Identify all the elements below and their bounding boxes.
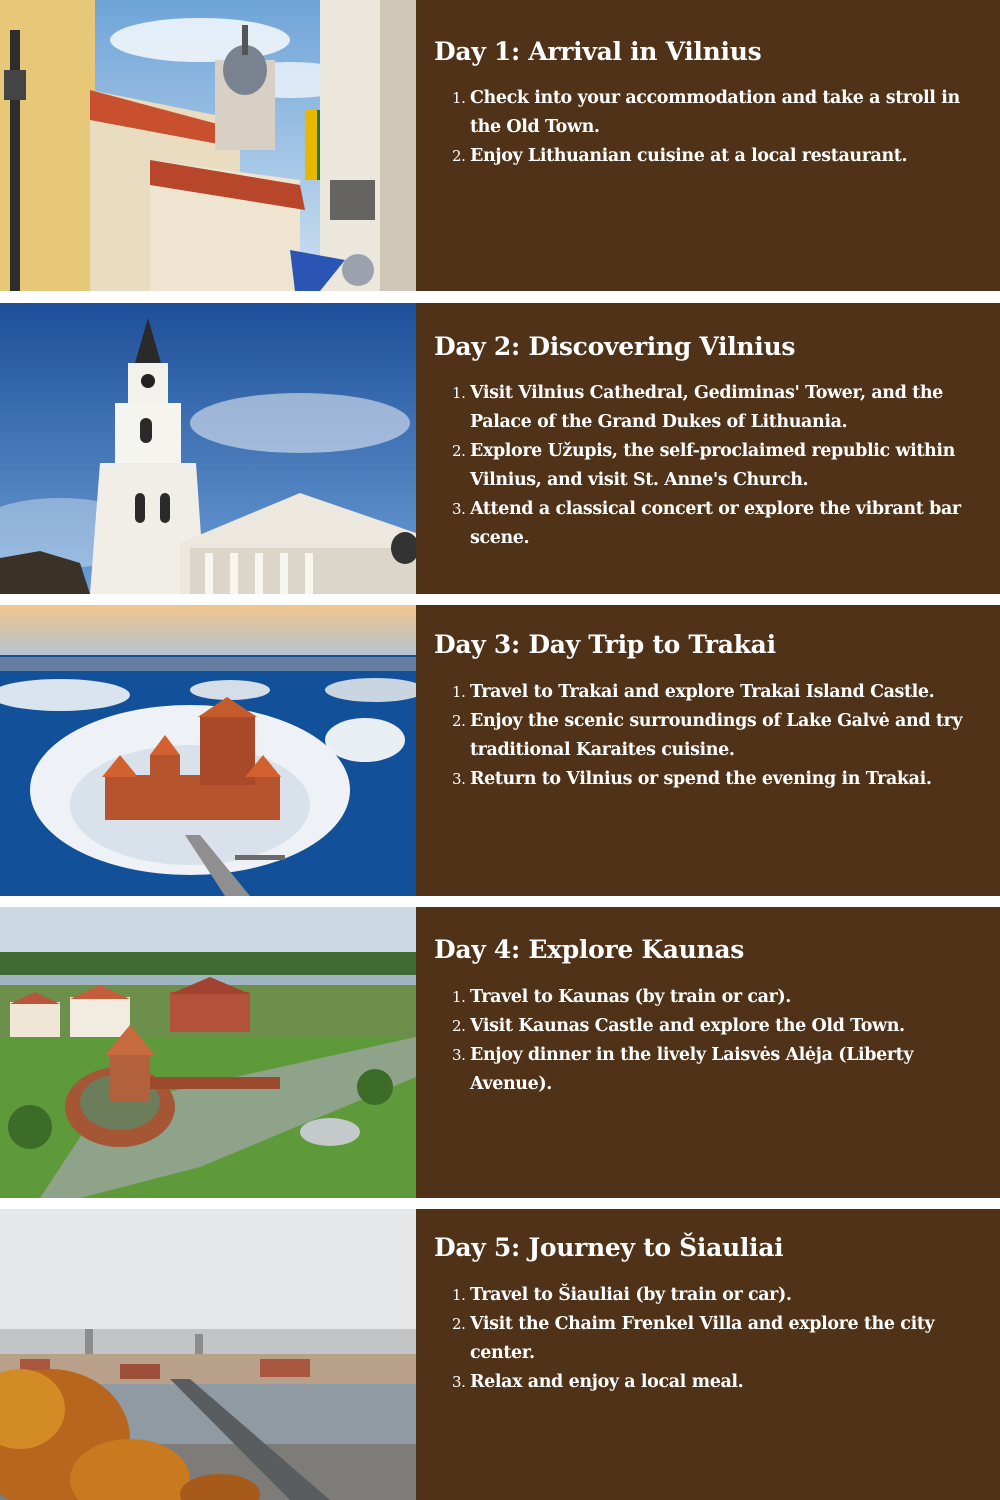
day-5-activity-list [434, 1281, 980, 1397]
vilnius-old-town-street-photo [0, 0, 416, 291]
list-item: 3. Relax and enjoy a local meal. [452, 1372, 744, 1392]
city-river-bridge-autumn-photo [0, 1209, 416, 1500]
day-3-section [0, 605, 1000, 896]
day-1-title: Day 1: Arrival in Vilnius [434, 37, 762, 66]
day-3-panel [416, 605, 1000, 896]
list-item: 2. Enjoy Lithuanian cuisine at a local restaurant. [452, 146, 908, 166]
day-5-title: Day 5: Journey to Šiauliai [434, 1233, 784, 1262]
list-item: 1. Travel to Šiauliai (by train or car). [452, 1285, 792, 1305]
day-1-section [0, 0, 1000, 291]
day-3-activity-list [434, 678, 980, 794]
list-item: 1. Visit Vilnius Cathedral, Gediminas' Tower, and the Palace of the Grand Dukes of Lithuania. [452, 383, 943, 432]
list-item: 3. Return to Vilnius or spend the evening in Trakai. [452, 769, 932, 789]
day-5-panel [416, 1209, 1000, 1500]
kaunas-castle-aerial-photo [0, 907, 416, 1198]
list-item: 3. Enjoy dinner in the lively Laisvės Alėja (Liberty Avenue). [452, 1045, 914, 1094]
list-item: 2. Explore Užupis, the self-proclaimed republic within Vilnius, and visit St. Anne's Church. [452, 441, 955, 490]
list-item: 2. Visit the Chaim Frenkel Villa and explore the city center. [452, 1314, 935, 1363]
day-4-section [0, 907, 1000, 1198]
day-2-panel [416, 303, 1000, 594]
day-4-activity-list [434, 983, 980, 1099]
day-3-title: Day 3: Day Trip to Trakai [434, 630, 776, 659]
list-item: 2. Visit Kaunas Castle and explore the Old Town. [452, 1016, 905, 1036]
list-item: 2. Enjoy the scenic surroundings of Lake Galvė and try traditional Karaites cuisine. [452, 711, 963, 760]
list-item: 1. Check into your accommodation and take a stroll in the Old Town. [452, 88, 960, 137]
vilnius-cathedral-bell-tower-photo [0, 303, 416, 594]
day-2-section [0, 303, 1000, 594]
list-item: 1. Travel to Kaunas (by train or car). [452, 987, 791, 1007]
trakai-island-castle-photo [0, 605, 416, 896]
day-1-panel [416, 0, 1000, 291]
day-4-panel [416, 907, 1000, 1198]
day-2-title: Day 2: Discovering Vilnius [434, 332, 796, 361]
day-5-section [0, 1209, 1000, 1500]
day-4-title: Day 4: Explore Kaunas [434, 935, 745, 964]
list-item: 3. Attend a classical concert or explore the vibrant bar scene. [452, 499, 961, 548]
list-item: 1. Travel to Trakai and explore Trakai Island Castle. [452, 682, 935, 702]
day-1-activity-list [434, 84, 980, 171]
day-2-activity-list [434, 379, 980, 553]
